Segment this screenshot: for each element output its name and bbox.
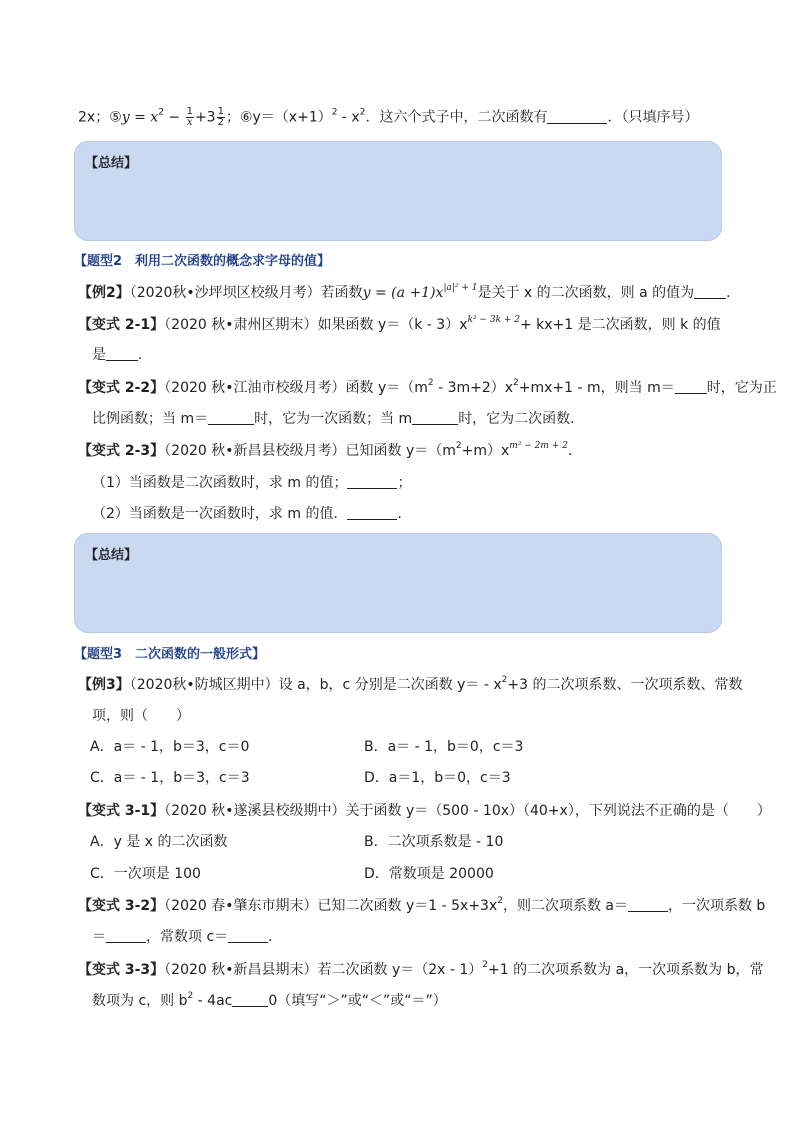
summary-box[interactable] <box>74 533 722 633</box>
variant-2-3 <box>78 441 720 461</box>
variant-tag: 【变式 3-1】 <box>78 803 165 819</box>
text: ；⑥ <box>225 109 253 126</box>
superscript: 2 <box>359 107 366 118</box>
example-3 <box>78 675 743 695</box>
variant-tag: 【变式 3-3】 <box>78 962 165 978</box>
example-tag: 【例3】 <box>78 677 130 693</box>
variant-tag: 【变式 2-3】 <box>78 443 165 459</box>
variant-2-3-q2 <box>92 504 720 524</box>
option-a[interactable]: A．y 是 x 的二次函数 <box>90 834 228 850</box>
text: ． <box>397 506 412 522</box>
fraction-denominator: 2 <box>217 117 224 128</box>
text: - 3m+2）x <box>433 380 514 396</box>
text: （2020 秋•新昌县期末）若二次函数 y＝（2x - 1） <box>164 962 483 978</box>
text: ．这六个式子中，二次函数有 <box>365 109 548 126</box>
text: +m）x <box>461 443 510 459</box>
text: 时，它为一次函数；当 m <box>254 411 413 427</box>
example-2 <box>78 283 741 303</box>
answer-blank[interactable] <box>347 474 397 489</box>
question-text: （2）当函数是一次函数时，求 m 的值． <box>92 506 348 522</box>
text: ，一次项系数 b <box>667 898 766 914</box>
answer-blank[interactable] <box>208 410 254 425</box>
text: - 4ac <box>193 993 233 1009</box>
superscript: 2 <box>482 960 489 970</box>
option-a[interactable]: A．a＝ - 1，b＝3，c＝0 <box>90 739 250 755</box>
variant-2-1 <box>78 315 720 335</box>
answer-blank[interactable] <box>106 346 138 361</box>
text: （2020秋•防城区期中）设 a，b，c 分别是二次函数 y＝ - x <box>129 677 502 693</box>
text: 是 <box>92 347 106 363</box>
text: （2020 秋•肃州区期末）如果函数 y＝（k - 3）x <box>164 317 468 333</box>
text: 项，则（ ） <box>92 708 190 724</box>
variant-2-2-cont <box>92 409 720 429</box>
text: 是关于 x 的二次函数，则 a 的值为 <box>477 285 695 301</box>
answer-blank[interactable] <box>232 992 268 1007</box>
text: 时，它为二次函数． <box>458 411 585 427</box>
text: + kx+1 是二次函数，则 k 的值 <box>520 317 721 333</box>
option-b[interactable]: B．a＝ - 1，b＝0，c＝3 <box>364 739 524 755</box>
text: 数项为 c，则 b <box>92 993 188 1009</box>
variant-tag: 【变式 2-1】 <box>78 317 165 333</box>
text: y＝（x+1） <box>252 109 332 126</box>
superscript: 2 <box>513 378 519 388</box>
text: 0（填写“＞”或“＜”或“＝”） <box>268 993 447 1009</box>
summary-label: 【总结】 <box>85 548 138 563</box>
text: 2x；⑤ <box>78 109 122 126</box>
fraction-numerator: 1 <box>186 106 193 117</box>
variant-2-3-q1 <box>92 473 720 493</box>
question-text: （1）当函数是二次函数时，求 m 的值； <box>92 475 348 491</box>
text: +1 的二次项系数为 a，一次项系数为 b，常 <box>488 962 764 978</box>
text: ． <box>138 347 152 363</box>
option-d[interactable]: D．a＝1，b＝0，c＝3 <box>364 770 511 786</box>
variant-3-3 <box>78 960 764 980</box>
answer-blank[interactable] <box>675 379 707 394</box>
text: （2020秋•沙坪坝区校级月考）若函数 <box>129 285 363 301</box>
text: （2020 秋•新昌县校级月考）已知函数 y＝（m <box>164 443 456 459</box>
example-3-cont <box>92 706 720 726</box>
superscript: 2 <box>187 991 194 1001</box>
superscript: k² − 3k + 2 <box>467 315 520 325</box>
superscript: m² − 2m + 2 <box>509 441 568 451</box>
text: +3 <box>194 109 216 126</box>
text: − <box>163 109 185 126</box>
formula-text: y = x <box>121 109 159 126</box>
text: （2020 春•肇东市期末）已知二次函数 y＝1 - 5x+3x <box>164 898 498 914</box>
summary-box[interactable] <box>74 141 722 241</box>
superscript: 2 <box>455 441 462 451</box>
text: - x <box>337 109 360 126</box>
fraction <box>217 107 225 128</box>
option-b[interactable]: B．二次项系数是 - 10 <box>364 834 504 850</box>
option-c[interactable]: C．a＝ - 1，b＝3，c＝3 <box>90 770 250 786</box>
text: （2020 秋•江油市校级月考）函数 y＝（m <box>164 380 428 396</box>
text: ，则二次项系数 a＝ <box>502 898 628 914</box>
variant-3-1 <box>78 801 771 821</box>
answer-blank[interactable] <box>347 505 397 520</box>
variant-2-1-cont <box>92 345 720 365</box>
text: ，常数项 c＝ <box>146 929 229 945</box>
section-heading-2: 【题型2 利用二次函数的概念求字母的值】 <box>74 254 331 269</box>
text: +3 的二次项系数、一次项系数、常数 <box>507 677 743 693</box>
section-heading-3: 【题型3 二次函数的一般形式】 <box>74 647 266 662</box>
fraction <box>186 107 194 128</box>
fraction-numerator: 1 <box>217 106 224 117</box>
variant-2-2 <box>78 378 777 398</box>
superscript: 2 <box>427 378 434 388</box>
text: 时，它为正 <box>706 380 777 396</box>
variant-3-2-cont <box>92 927 720 947</box>
superscript: 2 <box>331 107 338 118</box>
text: 比例函数；当 m＝ <box>92 411 209 427</box>
answer-blank[interactable] <box>547 109 607 124</box>
answer-blank[interactable] <box>694 284 726 299</box>
variant-tag: 【变式 3-2】 <box>78 898 165 914</box>
text: ． <box>726 285 741 301</box>
option-d[interactable]: D．常数项是 20000 <box>364 866 494 882</box>
option-c[interactable]: C．一次项是 100 <box>90 866 201 882</box>
answer-blank[interactable] <box>228 928 268 943</box>
superscript: 2 <box>501 675 508 685</box>
answer-blank[interactable] <box>628 897 668 912</box>
formula-text: y = (a +1)x <box>362 285 444 301</box>
text: ． <box>567 443 582 459</box>
answer-blank[interactable] <box>106 928 146 943</box>
text: +mx+1 - m，则当 m＝ <box>518 380 675 396</box>
text: ． <box>268 929 283 945</box>
superscript: |a|² + 1 <box>443 283 478 293</box>
answer-blank[interactable] <box>412 410 458 425</box>
text: （2020 秋•遂溪县校级期中）关于函数 y＝（500 - 10x）（40+x），下列说法不正确的是（ ） <box>164 803 771 819</box>
superscript: 2 <box>158 107 164 118</box>
superscript: 2 <box>497 896 503 906</box>
text: ； <box>397 475 412 491</box>
question-continuation-line <box>78 107 720 128</box>
fraction-denominator: x <box>186 117 193 128</box>
variant-3-3-cont <box>92 991 720 1011</box>
text: ．（只填序号） <box>607 109 699 126</box>
text: ＝ <box>92 929 106 945</box>
variant-3-2 <box>78 896 766 916</box>
variant-tag: 【变式 2-2】 <box>78 380 165 396</box>
summary-label: 【总结】 <box>85 156 138 171</box>
example-tag: 【例2】 <box>78 285 130 301</box>
